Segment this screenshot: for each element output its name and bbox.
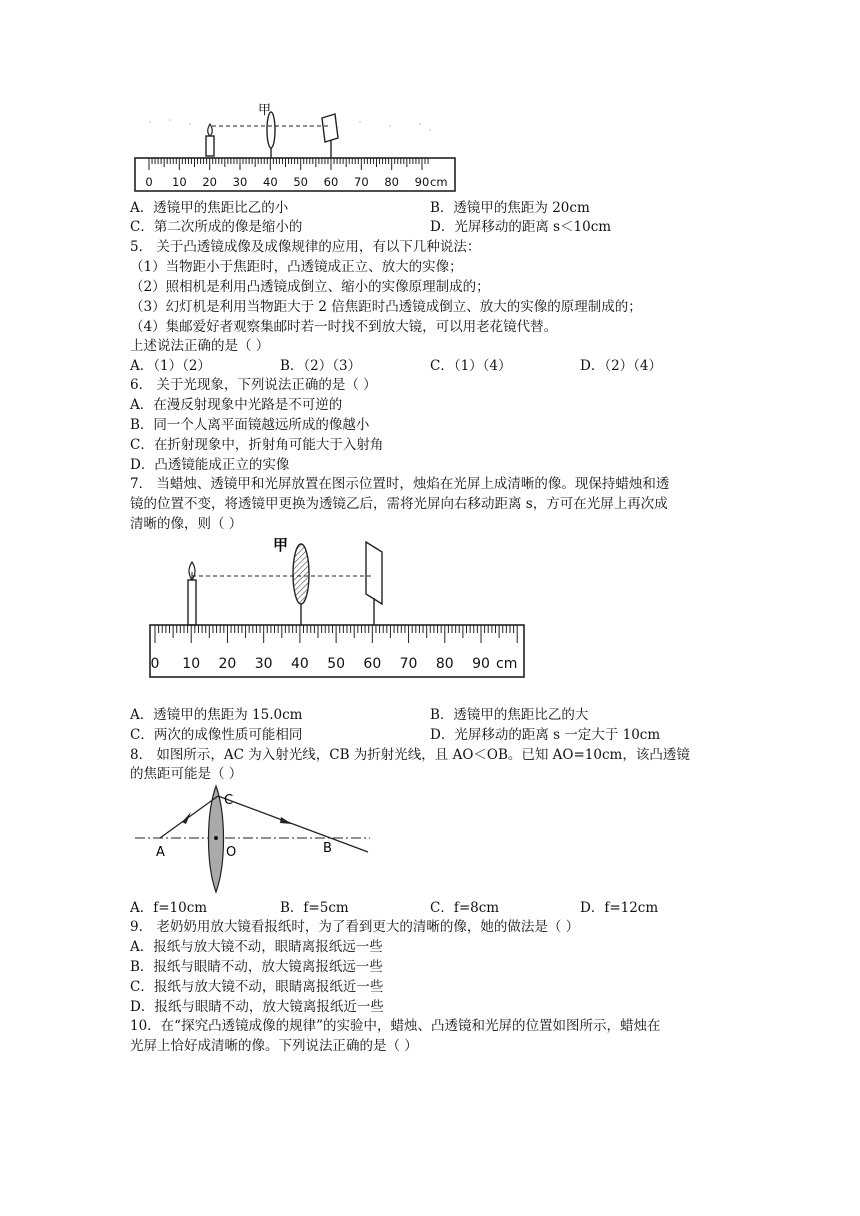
optical-bench-figure-1 bbox=[130, 100, 460, 195]
point-b-label: B bbox=[323, 841, 332, 856]
ruler-tick-label: 80 bbox=[435, 656, 454, 672]
q6-option-b: B．同一个人离平面镜越远所成的像越小 bbox=[130, 417, 370, 433]
ruler-tick-label: 90 bbox=[414, 175, 430, 189]
q10-stem-line-2: 光屏上恰好成清晰的像。下列说法正确的是（ ） bbox=[130, 1038, 418, 1054]
q7-option-c: C．两次的成像性质可能相同 bbox=[130, 727, 303, 743]
ruler-tick-label: 60 bbox=[363, 656, 382, 672]
q6-stem: 6． 关于光现象，下列说法正确的是（ ） bbox=[130, 377, 377, 393]
q7-option-a: A．透镜甲的焦距为 15.0cm bbox=[130, 707, 303, 723]
ruler-unit-label: cm bbox=[430, 175, 448, 189]
ruler-tick-label: 60 bbox=[323, 175, 339, 189]
light-screen bbox=[322, 114, 338, 158]
ruler-tick-label: 20 bbox=[218, 656, 237, 672]
ruler-tick-label: 0 bbox=[150, 656, 160, 672]
q4-option-b: B．透镜甲的焦距为 20cm bbox=[430, 200, 590, 216]
arrow-icon bbox=[280, 817, 292, 824]
ruler-tick-label: 40 bbox=[263, 175, 278, 189]
q7-stem-line-1: 7． 当蜡烛、透镜甲和光屏放置在图示位置时，烛焰在光屏上成清晰的像。现保持蜡烛和透 bbox=[130, 476, 670, 492]
ruler-tick-label: 90 bbox=[472, 656, 490, 672]
q5-option-d: D．（2）（4） bbox=[580, 358, 663, 374]
q8-stem-line-1: 8． 如图所示，AC 为入射光线，CB 为折射光线，且 AO＜OB。已知 AO=10cm，该凸透镜 bbox=[130, 747, 690, 763]
lens-ray-diagram bbox=[130, 784, 375, 894]
scan-noise bbox=[149, 119, 431, 131]
q8-option-a: A．f=10cm bbox=[130, 900, 208, 916]
q9-option-c: C．报纸与放大镜不动，眼睛离报纸近一些 bbox=[130, 979, 384, 995]
q6-option-a: A．在漫反射现象中光路是不可逆的 bbox=[130, 397, 343, 413]
ruler-tick-label: 50 bbox=[293, 175, 308, 189]
candle bbox=[206, 124, 214, 156]
refracted-ray bbox=[218, 796, 368, 852]
ruler-tick-label: 70 bbox=[354, 175, 369, 189]
q5-option-c: C．（1）（4） bbox=[430, 358, 512, 374]
point-o-label: O bbox=[226, 845, 237, 860]
q5-question: 上述说法正确的是（ ） bbox=[130, 338, 270, 354]
q4-option-c: C．第二次所成的像是缩小的 bbox=[130, 219, 303, 235]
q8-option-d: D．f=12cm bbox=[580, 900, 659, 916]
q5-option-a: A．（1）（2） bbox=[130, 358, 211, 374]
candle bbox=[188, 562, 196, 625]
ruler-tick-label: 30 bbox=[254, 656, 273, 672]
q6-option-c: C．在折射现象中，折射角可能大于入射角 bbox=[130, 437, 384, 453]
ruler-tick-label: 80 bbox=[384, 175, 399, 189]
lens-label: 甲 bbox=[258, 103, 272, 118]
q9-option-d: D．报纸与眼睛不动，放大镜离报纸近一些 bbox=[130, 999, 384, 1015]
ruler-tick-label: 30 bbox=[232, 175, 248, 189]
q5-statement-4: （4）集邮爱好者观察集邮时若一时找不到放大镜，可以用老花镜代替。 bbox=[130, 319, 558, 335]
q10-stem-line-1: 10．在“探究凸透镜成像的规律”的实验中，蜡烛、凸透镜和光屏的位置如图所示，蜡烛在 bbox=[130, 1018, 661, 1034]
q7-stem-line-3: 清晰的像，则（ ） bbox=[130, 516, 243, 532]
point-a-label: A bbox=[156, 845, 165, 860]
point-c-label: C bbox=[224, 793, 234, 808]
q4-option-d: D．光屏移动的距离 s＜10cm bbox=[430, 219, 612, 235]
q4-option-a: A．透镜甲的焦距比乙的小 bbox=[130, 200, 289, 216]
ruler-tick-label: 70 bbox=[399, 656, 418, 672]
optical-bench-figure-2 bbox=[140, 530, 535, 680]
q5-option-b: B．（2）（3） bbox=[280, 358, 362, 374]
optical-center bbox=[214, 836, 218, 840]
q5-stem: 5． 关于凸透镜成像及成像规律的应用，有以下几种说法： bbox=[130, 239, 481, 255]
arrow-icon bbox=[182, 812, 191, 824]
q9-option-a: A．报纸与放大镜不动，眼睛离报纸远一些 bbox=[130, 939, 383, 955]
ruler-tick-label: 10 bbox=[172, 175, 187, 189]
q8-option-c: C．f=8cm bbox=[430, 900, 500, 916]
q5-statement-3: （3）幻灯机是利用当物距大于 2 倍焦距时凸透镜成倒立、放大的实像的原理制成的； bbox=[130, 299, 642, 315]
ruler-tick-label: 50 bbox=[327, 656, 346, 672]
q8-stem-line-2: 的焦距可能是（ ） bbox=[130, 766, 243, 782]
lens-label: 甲 bbox=[273, 536, 289, 554]
light-screen bbox=[366, 542, 382, 625]
ruler-tick-label: 0 bbox=[145, 175, 153, 189]
q7-option-b: B．透镜甲的焦距比乙的大 bbox=[430, 707, 589, 723]
q5-statement-1: （1）当物距小于焦距时，凸透镜成正立、放大的实像； bbox=[130, 259, 463, 275]
ruler-unit-label: cm bbox=[496, 656, 518, 672]
q8-option-b: B．f=5cm bbox=[280, 900, 349, 916]
ruler-tick-label: 20 bbox=[202, 175, 217, 189]
ruler-tick-label: 40 bbox=[290, 656, 309, 672]
q7-stem-line-2: 镜的位置不变，将透镜甲更换为透镜乙后，需将光屏向右移动距离 s，方可在光屏上再次成 bbox=[130, 496, 668, 512]
q6-option-d: D．凸透镜能成正立的实像 bbox=[130, 457, 290, 473]
q9-option-b: B．报纸与眼睛不动，放大镜离报纸远一些 bbox=[130, 959, 383, 975]
ruler-tick-label: 10 bbox=[182, 656, 201, 672]
q5-statement-2: （2）照相机是利用凸透镜成倒立、缩小的实像原理制成的； bbox=[130, 279, 490, 295]
q7-option-d: D．光屏移动的距离 s 一定大于 10cm bbox=[430, 727, 661, 743]
lens-jia bbox=[293, 544, 309, 625]
q9-stem: 9． 老奶奶用放大镜看报纸时，为了看到更大的清晰的像，她的做法是（ ） bbox=[130, 919, 580, 935]
